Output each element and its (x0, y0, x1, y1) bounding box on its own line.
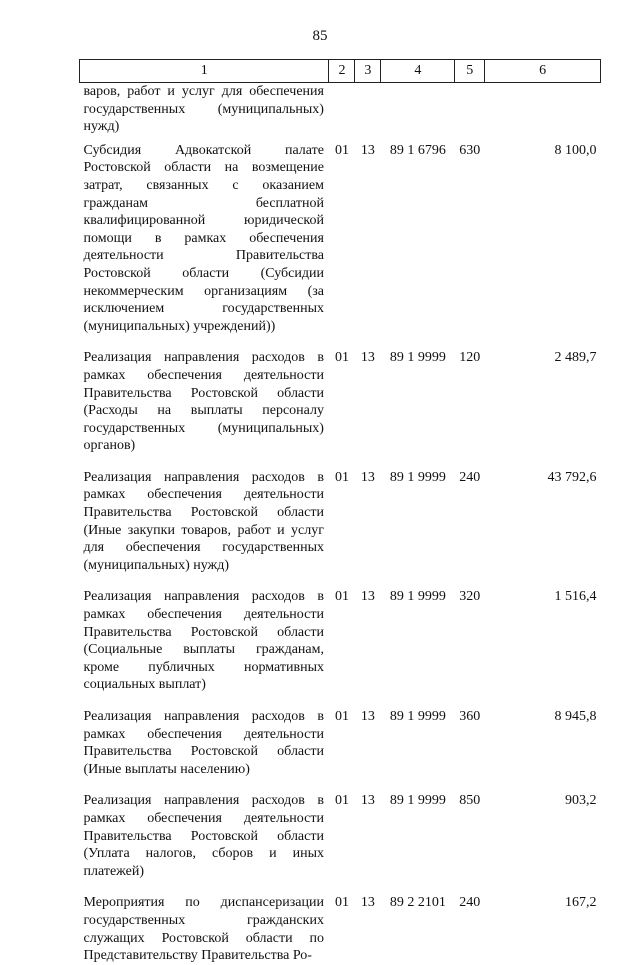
row-name: Реализация направления расходов в рамках обеспечения деятельности Правительства Ростовской области (Социальные выплаты гражданам, кроме публичных нормативных социальных выплат) (83, 589, 324, 693)
header-cell-name: 1 (80, 60, 329, 83)
row-name: Субсидия Адвокатской палате Ростовской области на возмещение затрат, связанных с оказанием гражданам бесплатной квалифицированной юридической помощи в рамках обеспечения деятельности Правительства Ростовской области (Субсидии некоммерческим организациям (за исключением государственных (муниципальных) учреждений)) (83, 142, 324, 334)
row-vr: 120 (459, 350, 481, 366)
row-rz: 01 (334, 793, 349, 809)
row-sum: 8 100,0 (554, 142, 597, 158)
row-sum: 167,2 (565, 895, 597, 911)
row-sum: 1 516,4 (554, 589, 597, 605)
row-rz: 01 (334, 895, 349, 911)
table-row (80, 142, 601, 350)
row-pr: 13 (360, 142, 375, 158)
row-pr: 13 (360, 895, 375, 911)
row-rz: 01 (334, 469, 349, 485)
row-vr: 360 (459, 709, 481, 724)
table-row (80, 349, 601, 469)
row-sum (485, 83, 601, 142)
table-row (80, 469, 601, 589)
row-vr: 240 (459, 469, 481, 485)
row-name: Реализация направления расходов в рамках обеспечения деятельности Правительства Ростовской области (Расходы на выплаты персоналу государственных (муниципальных) органов) (83, 350, 324, 454)
table-row (80, 708, 601, 792)
row-name: варов, работ и услуг для обеспечения государственных (муниципальных) нужд) (83, 84, 324, 135)
row-vr: 240 (459, 895, 481, 911)
table-row (80, 792, 601, 894)
row-vr (455, 83, 485, 142)
row-sum: 903,2 (565, 793, 597, 809)
row-sum: 8 945,8 (554, 709, 597, 724)
row-name: Мероприятия по диспансеризации государственных гражданских служащих Ростовской области по Представительству Правительства Ро- (83, 895, 324, 964)
header-cell-csr: 4 (381, 60, 455, 83)
header-cell-rz: 2 (329, 60, 355, 83)
budget-table (79, 59, 601, 965)
row-csr: 89 1 9999 (389, 793, 446, 809)
table-row (80, 588, 601, 708)
row-rz: 01 (334, 709, 349, 724)
row-vr: 630 (459, 142, 481, 158)
row-csr: 89 1 9999 (389, 709, 446, 724)
row-name: Реализация направления расходов в рамках обеспечения деятельности Правительства Ростовской области (Иные выплаты населению) (83, 709, 324, 777)
row-pr: 13 (360, 469, 375, 485)
page-number: 85 (312, 28, 328, 44)
table-row (80, 83, 601, 142)
row-csr (381, 83, 455, 142)
row-sum: 2 489,7 (554, 350, 597, 366)
row-csr: 89 1 9999 (389, 469, 446, 485)
header-cell-sum: 6 (485, 60, 601, 83)
header-cell-vr: 5 (455, 60, 485, 83)
row-csr: 89 1 6796 (389, 142, 446, 158)
row-rz: 01 (334, 350, 349, 366)
row-rz (329, 83, 355, 142)
row-pr: 13 (360, 793, 375, 809)
row-vr: 850 (459, 793, 481, 809)
row-name: Реализация направления расходов в рамках обеспечения деятельности Правительства Ростовской области (Уплата налогов, сборов и иных платежей) (83, 793, 324, 879)
row-csr: 89 2 2101 (389, 895, 446, 911)
table-header-row (80, 60, 601, 83)
header-cell-pr: 3 (355, 60, 381, 83)
row-csr: 89 1 9999 (389, 350, 446, 366)
row-pr: 13 (360, 350, 375, 366)
row-rz: 01 (334, 589, 349, 605)
row-pr: 13 (360, 709, 375, 724)
row-rz: 01 (334, 142, 349, 158)
row-vr: 320 (459, 589, 481, 605)
row-csr: 89 1 9999 (389, 589, 446, 605)
row-pr: 13 (360, 589, 375, 605)
row-pr (355, 83, 381, 142)
row-name: Реализация направления расходов в рамках обеспечения деятельности Правительства Ростовской области (Иные закупки товаров, работ и услуг для обеспечения государственных (муниципальных) нужд) (83, 469, 324, 573)
row-sum: 43 792,6 (547, 469, 597, 485)
